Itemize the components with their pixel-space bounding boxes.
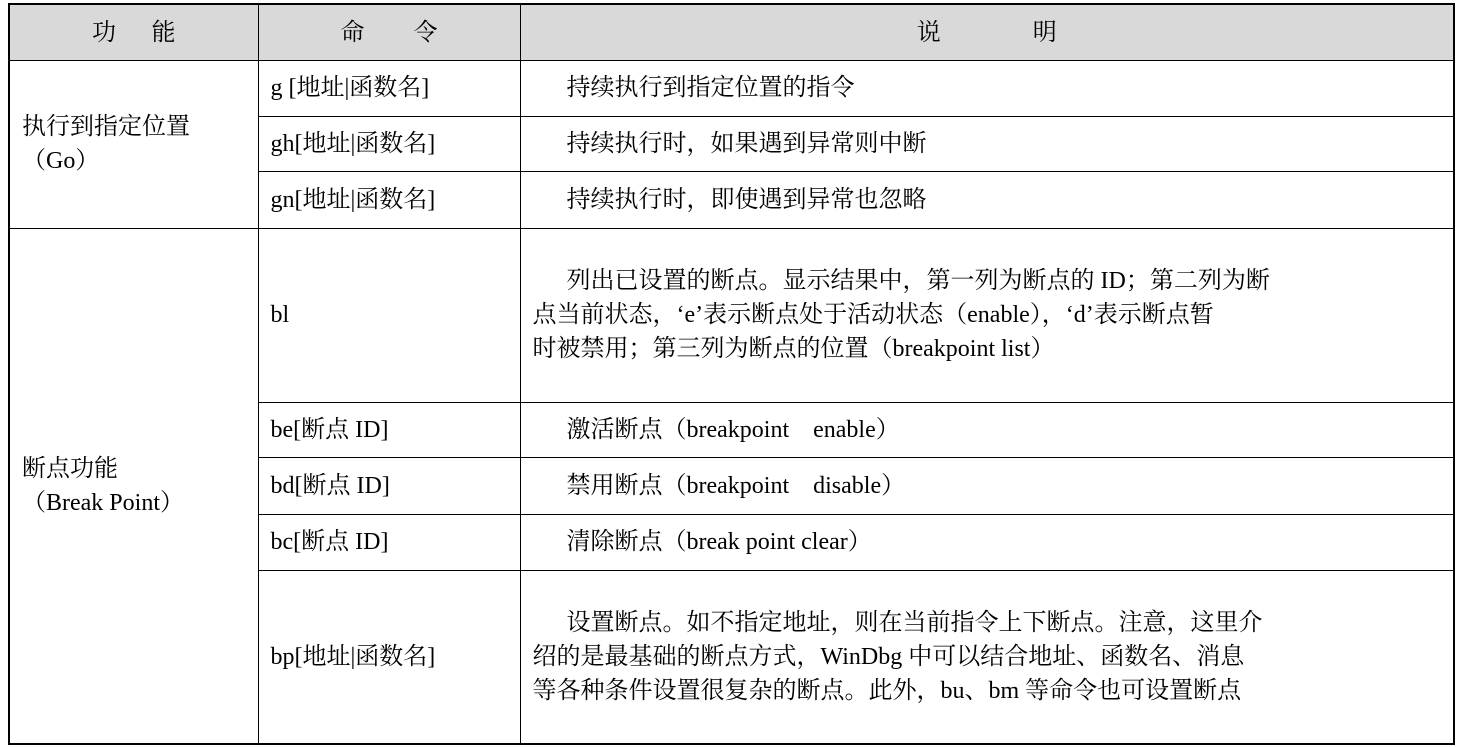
description-text: 持续执行时，即使遇到异常也忽略 <box>566 187 927 214</box>
command-cell: be[断点 ID] <box>258 402 520 458</box>
description-cell <box>520 402 1454 458</box>
description-cell <box>520 514 1454 570</box>
description-text: 列出已设置的断点。显示结果中，第一列为断点的 ID；第二列为断 <box>566 268 1270 295</box>
function-go-english: （Go） <box>22 148 100 175</box>
command-cell: bl <box>258 228 520 402</box>
command-cell: bp[地址|函数名] <box>258 570 520 744</box>
header-function-char-1: 功 <box>92 19 116 46</box>
description-text: 设置断点。如不指定地址，则在当前指令上下断点。注意，这里介 <box>566 609 1263 636</box>
command-reference-table <box>8 3 1455 745</box>
table-row-bl <box>9 228 1454 402</box>
description-cell <box>520 228 1454 402</box>
function-cell-go <box>9 61 258 229</box>
command-cell: bc[断点 ID] <box>258 514 520 570</box>
header-function <box>9 4 258 61</box>
header-description <box>520 4 1454 61</box>
function-breakpoint-label: 断点功能 <box>22 455 118 482</box>
description-line-2: 点当前状态，‘e’表示断点处于活动状态（enable），‘d’表示断点暂 <box>532 302 1214 329</box>
function-cell-breakpoint <box>9 228 258 744</box>
description-text: 持续执行时，如果遇到异常则中断 <box>566 130 927 157</box>
description-text: 清除断点（break point clear） <box>566 529 872 556</box>
description-text: 禁用断点（breakpoint disable） <box>566 473 906 500</box>
table-row-g <box>9 61 1454 117</box>
header-description-char-2: 明 <box>1032 19 1057 46</box>
description-cell <box>520 172 1454 229</box>
command-cell: gh[地址|函数名] <box>258 116 520 172</box>
description-line-2: 绍的是最基础的断点方式，WinDbg 中可以结合地址、函数名、消息 <box>532 643 1245 670</box>
header-description-char-1: 说 <box>916 19 941 46</box>
description-text: 激活断点（breakpoint enable） <box>566 417 900 444</box>
description-text: 持续执行到指定位置的指令 <box>566 75 855 102</box>
function-go-label: 执行到指定位置 <box>22 114 190 141</box>
description-line-3: 时被禁用；第三列为断点的位置（breakpoint list） <box>532 336 1055 363</box>
header-command-char-2: 令 <box>413 19 438 46</box>
description-cell <box>520 116 1454 172</box>
header-function-char-2: 能 <box>151 19 176 46</box>
description-line-1 <box>533 264 1442 298</box>
description-cell <box>520 458 1454 515</box>
command-cell: g [地址|函数名] <box>258 61 520 117</box>
header-row <box>9 4 1454 61</box>
header-command <box>258 4 520 61</box>
description-line-3: 等各种条件设置很复杂的断点。此外，bu、bm 等命令也可设置断点 <box>532 677 1242 704</box>
command-cell: bd[断点 ID] <box>258 458 520 515</box>
description-cell <box>520 61 1454 117</box>
function-breakpoint-english: （Break Point） <box>22 489 184 516</box>
description-cell <box>520 570 1454 744</box>
command-cell: gn[地址|函数名] <box>258 172 520 229</box>
header-command-char-1: 命 <box>340 19 365 46</box>
description-line-1 <box>533 606 1442 640</box>
